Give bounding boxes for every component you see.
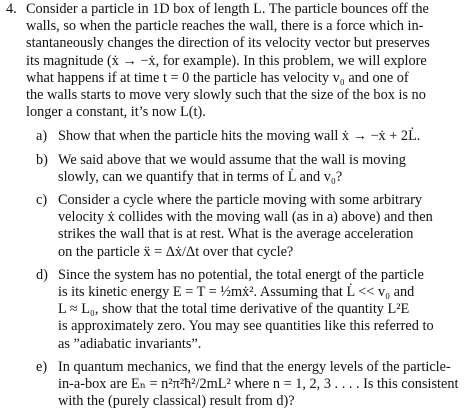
intro-line: Consider a particle in 1D box of length L. The particle bounces off the bbox=[26, 1, 429, 17]
part-text bbox=[58, 267, 468, 353]
part-b bbox=[36, 152, 468, 186]
intro-paragraph bbox=[26, 1, 468, 121]
part-line: is its kinetic energy E = T = ½mẋ². Assuming that L̇ << v₀ and bbox=[58, 284, 415, 301]
part-line: Since the system has no potential, the total energt of the particle bbox=[58, 266, 424, 283]
part-line: velocity ẋ collides with the moving wall (as in a) above) and then bbox=[58, 209, 433, 226]
part-line: Show that when the particle hits the moving wall ẋ → −ẋ + 2L̇. bbox=[58, 128, 421, 145]
part-e bbox=[36, 359, 468, 411]
subparts-list bbox=[6, 128, 468, 410]
intro-line: the walls starts to move very slowly such that the size of the box is no bbox=[26, 87, 426, 104]
part-line: in-a-box are Eₙ = n²π²ħ²/2mL² where n = 1, 2, 3 . . . . Is this consistent bbox=[58, 376, 459, 393]
part-line: strikes the wall that is at rest. What is the average acceleration bbox=[58, 226, 414, 243]
part-line: is approximately zero. You may see quantities like this referred to bbox=[58, 318, 434, 335]
part-line: on the particle ẍ = Δẋ/Δt over that cycle? bbox=[58, 243, 294, 260]
problem-number: 4. bbox=[6, 1, 17, 17]
part-d bbox=[36, 267, 468, 353]
part-text bbox=[58, 128, 468, 145]
intro-line: its magnitude (ẋ → −ẋ, for example). In this problem, we will explore bbox=[26, 52, 427, 69]
part-a bbox=[36, 128, 468, 145]
part-text bbox=[58, 192, 468, 261]
part-line: We said above that we would assume that the wall is moving bbox=[58, 151, 406, 168]
part-line: Consider a cycle where the particle moving with some arbitrary bbox=[58, 192, 423, 209]
part-line: slowly, can we quantify that in terms of L̇ and v₀? bbox=[58, 168, 343, 185]
part-line: In quantum mechanics, we find that the energy levels of the particle- bbox=[58, 358, 451, 375]
intro-line: what happens if at time t = 0 the particle has velocity v₀ and one of bbox=[26, 69, 409, 86]
problem-4 bbox=[6, 1, 468, 416]
problem-intro bbox=[6, 1, 468, 121]
part-text bbox=[58, 152, 468, 186]
intro-line: longer a constant, it’s now L(t). bbox=[26, 104, 206, 121]
part-label: e) bbox=[36, 358, 48, 375]
part-label: a) bbox=[36, 128, 48, 145]
part-label: c) bbox=[36, 192, 48, 209]
intro-line: stantaneously changes the direction of its velocity vector but preserves bbox=[26, 35, 430, 52]
part-text bbox=[58, 359, 468, 411]
part-label: b) bbox=[36, 151, 48, 168]
part-line: with the (purely classical) result from d)? bbox=[58, 393, 295, 410]
part-line: L ≈ L₀, show that the total time derivative of the quantity L²E bbox=[58, 301, 410, 318]
part-c bbox=[36, 192, 468, 261]
intro-line: walls, so when the particle reaches the wall, there is a force which in- bbox=[26, 18, 424, 35]
part-label: d) bbox=[36, 266, 48, 283]
part-line: as ”adiabatic invariants”. bbox=[58, 335, 202, 352]
